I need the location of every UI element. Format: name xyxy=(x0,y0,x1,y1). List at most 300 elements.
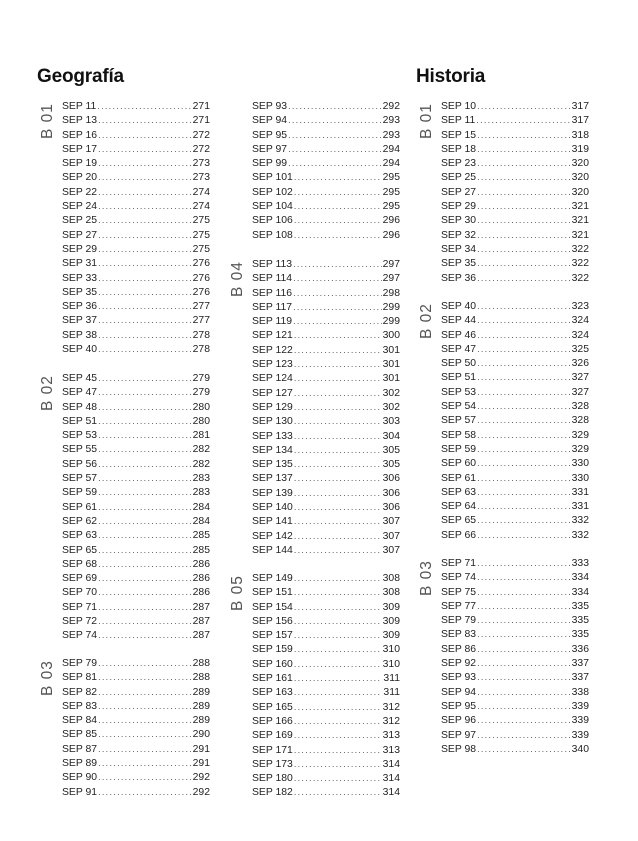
entry-label: SEP 94 xyxy=(252,115,288,127)
dot-leader xyxy=(477,170,571,184)
index-entry xyxy=(441,485,589,499)
dot-leader xyxy=(294,328,382,342)
dot-leader xyxy=(288,99,382,113)
entry-page-number: 340 xyxy=(571,743,589,755)
index-entry xyxy=(441,599,589,613)
index-entry xyxy=(441,742,589,756)
historia-block-b03 xyxy=(418,556,589,756)
dot-leader xyxy=(98,585,192,599)
entry-label: SEP 68 xyxy=(62,558,98,570)
dot-leader xyxy=(294,543,382,557)
entry-label: SEP 149 xyxy=(252,573,293,584)
entry-label: SEP 74 xyxy=(62,630,98,642)
index-entry xyxy=(62,685,210,699)
entry-label: SEP 22 xyxy=(62,186,98,198)
dot-leader xyxy=(477,242,571,256)
index-entry xyxy=(252,714,400,728)
dot-leader xyxy=(477,442,571,456)
entry-page-number: 317 xyxy=(571,115,589,127)
entry-page-number: 326 xyxy=(571,358,589,370)
entry-label: SEP 116 xyxy=(252,287,293,299)
dot-leader xyxy=(294,414,382,428)
entry-page-number: 285 xyxy=(192,544,210,556)
entry-page-number: 308 xyxy=(382,573,400,584)
entry-label: SEP 127 xyxy=(252,387,293,399)
entry-label: SEP 54 xyxy=(441,401,477,413)
dot-leader xyxy=(477,99,571,113)
index-entry xyxy=(252,199,400,213)
index-entry xyxy=(252,486,400,500)
dot-leader xyxy=(98,770,192,784)
entry-label: SEP 87 xyxy=(62,743,98,755)
entry-label: SEP 122 xyxy=(252,344,293,356)
index-entry xyxy=(252,743,400,757)
index-entry xyxy=(252,785,400,799)
dot-leader xyxy=(477,128,571,142)
dot-leader xyxy=(477,213,571,227)
entry-label: SEP 29 xyxy=(441,201,477,213)
entry-page-number: 283 xyxy=(192,473,210,485)
block-label-b02: B 02 xyxy=(39,375,56,411)
index-entry xyxy=(62,500,210,514)
dot-leader xyxy=(98,656,192,670)
entry-page-number: 329 xyxy=(571,443,589,455)
entry-label: SEP 30 xyxy=(441,215,477,227)
entry-list xyxy=(441,99,589,285)
entry-label: SEP 157 xyxy=(252,630,293,642)
entry-page-number: 318 xyxy=(571,129,589,141)
dot-leader xyxy=(98,156,192,170)
index-entry xyxy=(252,642,400,656)
entry-page-number: 279 xyxy=(192,373,210,384)
dot-leader xyxy=(98,699,192,713)
section-title-geografia: Geografía xyxy=(37,66,124,87)
index-entry xyxy=(441,156,589,170)
entry-label: SEP 57 xyxy=(62,473,98,485)
dot-leader xyxy=(98,614,192,628)
entry-label: SEP 47 xyxy=(441,343,477,355)
entry-label: SEP 135 xyxy=(252,459,293,471)
dot-leader xyxy=(98,742,192,756)
index-entry xyxy=(441,442,589,456)
index-entry xyxy=(252,257,400,271)
index-entry xyxy=(62,414,210,428)
entry-page-number: 294 xyxy=(382,158,400,170)
entry-list xyxy=(252,99,400,242)
entry-page-number: 320 xyxy=(571,158,589,170)
entry-label: SEP 166 xyxy=(252,715,293,727)
entry-page-number: 335 xyxy=(571,615,589,627)
index-entry xyxy=(62,185,210,199)
entry-label: SEP 104 xyxy=(252,201,293,213)
dot-leader xyxy=(477,456,571,470)
dot-leader xyxy=(477,499,571,513)
entry-label: SEP 53 xyxy=(441,386,477,398)
dot-leader xyxy=(98,199,192,213)
dot-leader xyxy=(98,685,192,699)
dot-leader xyxy=(294,728,382,742)
dot-leader xyxy=(294,600,382,614)
entry-label: SEP 119 xyxy=(252,316,293,328)
dot-leader xyxy=(98,528,192,542)
index-entry xyxy=(252,443,400,457)
index-entry xyxy=(441,456,589,470)
dot-leader xyxy=(98,328,192,342)
index-entry xyxy=(441,370,589,384)
entry-page-number: 271 xyxy=(192,101,210,112)
entry-page-number: 287 xyxy=(192,601,210,613)
dot-leader xyxy=(294,571,382,585)
block-label-b02: B 02 xyxy=(418,303,435,339)
index-entry xyxy=(62,713,210,727)
entry-page-number: 286 xyxy=(192,558,210,570)
index-entry xyxy=(441,699,589,713)
dot-leader xyxy=(98,485,192,499)
index-entry xyxy=(252,471,400,485)
entry-label: SEP 60 xyxy=(441,458,477,470)
entry-label: SEP 37 xyxy=(62,315,98,327)
dot-leader xyxy=(98,600,192,614)
entry-page-number: 275 xyxy=(192,229,210,241)
historia-block-b02 xyxy=(418,299,589,542)
entry-label: SEP 11 xyxy=(441,115,476,127)
index-entry xyxy=(441,670,589,684)
index-entry xyxy=(62,99,210,113)
entry-label: SEP 163 xyxy=(252,687,293,699)
entry-label: SEP 94 xyxy=(441,686,477,698)
entry-label: SEP 17 xyxy=(62,143,98,155)
entry-page-number: 335 xyxy=(571,600,589,612)
entry-label: SEP 65 xyxy=(62,544,98,556)
index-entry xyxy=(441,199,589,213)
entry-page-number: 311 xyxy=(383,673,400,685)
entry-page-number: 290 xyxy=(192,729,210,741)
entry-page-number: 314 xyxy=(382,758,400,770)
entry-label: SEP 15 xyxy=(441,129,477,141)
block-label-b01: B 01 xyxy=(39,103,56,139)
entry-label: SEP 165 xyxy=(252,701,293,713)
dot-leader xyxy=(288,128,382,142)
entry-label: SEP 97 xyxy=(441,729,477,741)
entry-label: SEP 85 xyxy=(62,729,98,741)
entry-page-number: 302 xyxy=(382,387,400,399)
entry-label: SEP 57 xyxy=(441,415,477,427)
index-entry xyxy=(441,356,589,370)
index-entry xyxy=(441,685,589,699)
index-entry xyxy=(62,614,210,628)
dot-leader xyxy=(477,570,571,584)
entry-page-number: 295 xyxy=(382,186,400,198)
index-entry xyxy=(62,442,210,456)
entry-page-number: 319 xyxy=(571,143,589,155)
dot-leader xyxy=(98,313,192,327)
entry-label: SEP 130 xyxy=(252,416,293,428)
index-entry xyxy=(441,299,589,313)
entry-label: SEP 35 xyxy=(62,286,98,298)
entry-page-number: 307 xyxy=(382,530,400,542)
section-title-historia: Historia xyxy=(416,66,486,87)
index-entry xyxy=(441,613,589,627)
entry-page-number: 311 xyxy=(383,687,400,699)
index-entry xyxy=(441,713,589,727)
index-entry xyxy=(62,256,210,270)
entry-label: SEP 18 xyxy=(441,143,477,155)
entry-page-number: 280 xyxy=(192,401,210,413)
index-entry xyxy=(252,757,400,771)
dot-leader xyxy=(477,256,571,270)
dot-leader xyxy=(98,371,192,385)
entry-page-number: 293 xyxy=(382,115,400,127)
block-label-b01: B 01 xyxy=(418,103,435,139)
entry-page-number: 310 xyxy=(382,658,400,670)
index-entry xyxy=(62,585,210,599)
entry-page-number: 320 xyxy=(571,186,589,198)
index-entry xyxy=(252,314,400,328)
dot-leader xyxy=(477,670,571,684)
index-entry xyxy=(62,313,210,327)
entry-page-number: 276 xyxy=(192,286,210,298)
entry-page-number: 292 xyxy=(192,772,210,784)
entry-page-number: 301 xyxy=(382,344,400,356)
dot-leader xyxy=(98,400,192,414)
index-entry xyxy=(441,170,589,184)
entry-label: SEP 65 xyxy=(441,515,477,527)
entry-label: SEP 83 xyxy=(62,700,98,712)
entry-page-number: 275 xyxy=(192,243,210,255)
dot-leader xyxy=(98,428,192,442)
dot-leader xyxy=(98,113,192,127)
entry-label: SEP 123 xyxy=(252,359,293,371)
entry-label: SEP 124 xyxy=(252,373,293,385)
entry-page-number: 278 xyxy=(192,344,210,356)
dot-leader xyxy=(294,642,382,656)
index-entry xyxy=(441,271,589,285)
index-entry xyxy=(252,99,400,113)
dot-leader xyxy=(477,699,571,713)
entry-label: SEP 141 xyxy=(252,516,293,528)
dot-leader xyxy=(477,428,571,442)
entry-label: SEP 171 xyxy=(252,744,293,756)
entry-page-number: 292 xyxy=(382,101,400,112)
index-entry xyxy=(441,128,589,142)
dot-leader xyxy=(98,170,192,184)
index-entry xyxy=(252,228,400,242)
dot-leader xyxy=(294,400,382,414)
geografia-block-b02 xyxy=(39,371,210,643)
entry-label: SEP 50 xyxy=(441,358,477,370)
index-entry xyxy=(62,271,210,285)
dot-leader xyxy=(98,242,192,256)
entry-label: SEP 144 xyxy=(252,544,293,556)
dot-leader xyxy=(98,543,192,557)
entry-page-number: 324 xyxy=(571,315,589,327)
dot-leader xyxy=(294,386,382,400)
index-entry xyxy=(252,657,400,671)
index-entry xyxy=(252,671,400,685)
geografia-block-b03-continued xyxy=(252,99,400,242)
entry-label: SEP 25 xyxy=(62,215,98,227)
entry-page-number: 291 xyxy=(192,758,210,770)
dot-leader xyxy=(294,500,382,514)
index-entry xyxy=(252,371,400,385)
entry-page-number: 299 xyxy=(382,316,400,328)
entry-label: SEP 63 xyxy=(441,486,477,498)
entry-label: SEP 64 xyxy=(441,501,477,513)
entry-page-number: 284 xyxy=(192,501,210,513)
entry-page-number: 297 xyxy=(382,259,400,270)
entry-label: SEP 51 xyxy=(441,372,477,384)
dot-leader xyxy=(98,727,192,741)
index-entry xyxy=(62,213,210,227)
entry-page-number: 321 xyxy=(571,229,589,241)
entry-page-number: 313 xyxy=(382,730,400,742)
dot-leader xyxy=(477,271,571,285)
entry-label: SEP 81 xyxy=(62,672,98,684)
dot-leader xyxy=(288,113,382,127)
entry-label: SEP 169 xyxy=(252,730,293,742)
entry-label: SEP 51 xyxy=(62,415,98,427)
entry-page-number: 301 xyxy=(382,359,400,371)
dot-leader xyxy=(477,528,571,542)
entry-page-number: 334 xyxy=(571,572,589,584)
entry-label: SEP 84 xyxy=(62,715,98,727)
dot-leader xyxy=(477,413,571,427)
index-entry xyxy=(62,299,210,313)
dot-leader xyxy=(477,642,571,656)
dot-leader xyxy=(98,213,192,227)
entry-label: SEP 159 xyxy=(252,644,293,656)
entry-label: SEP 99 xyxy=(252,158,288,170)
dot-leader xyxy=(294,714,382,728)
dot-leader xyxy=(477,485,571,499)
entry-label: SEP 160 xyxy=(252,658,293,670)
entry-page-number: 288 xyxy=(192,672,210,684)
index-entry xyxy=(62,628,210,642)
entry-page-number: 284 xyxy=(192,515,210,527)
dot-leader xyxy=(294,429,382,443)
entry-page-number: 292 xyxy=(192,786,210,798)
entry-label: SEP 121 xyxy=(252,330,293,342)
entry-list xyxy=(62,371,210,643)
dot-leader xyxy=(477,370,571,384)
entry-label: SEP 27 xyxy=(441,186,477,198)
index-entry xyxy=(441,242,589,256)
entry-label: SEP 59 xyxy=(441,443,477,455)
index-entry xyxy=(62,457,210,471)
entry-page-number: 280 xyxy=(192,415,210,427)
entry-page-number: 278 xyxy=(192,329,210,341)
entry-list xyxy=(62,99,210,356)
index-entry xyxy=(62,600,210,614)
entry-page-number: 289 xyxy=(192,700,210,712)
dot-leader xyxy=(294,585,382,599)
entry-page-number: 285 xyxy=(192,530,210,542)
index-entry xyxy=(62,656,210,670)
dot-leader xyxy=(477,185,571,199)
entry-page-number: 321 xyxy=(571,215,589,227)
entry-label: SEP 117 xyxy=(252,301,293,313)
index-entry xyxy=(252,700,400,714)
index-entry xyxy=(441,471,589,485)
index-entry xyxy=(62,543,210,557)
entry-label: SEP 91 xyxy=(62,786,98,798)
entry-page-number: 305 xyxy=(382,444,400,456)
index-entry xyxy=(441,328,589,342)
index-entry xyxy=(441,256,589,270)
entry-label: SEP 71 xyxy=(441,558,477,569)
index-entry xyxy=(441,185,589,199)
entry-page-number: 327 xyxy=(571,372,589,384)
entry-page-number: 309 xyxy=(382,630,400,642)
block-label-b03: B 03 xyxy=(418,560,435,596)
geografia-block-b04 xyxy=(229,257,400,557)
index-entry xyxy=(252,142,400,156)
entry-list xyxy=(252,571,400,800)
index-entry xyxy=(252,628,400,642)
dot-leader xyxy=(477,742,571,756)
index-entry xyxy=(62,699,210,713)
entry-list xyxy=(441,556,589,756)
dot-leader xyxy=(98,256,192,270)
dot-leader xyxy=(294,486,382,500)
entry-label: SEP 53 xyxy=(62,430,98,442)
dot-leader xyxy=(294,628,382,642)
index-entry xyxy=(252,213,400,227)
entry-page-number: 297 xyxy=(382,273,400,285)
entry-page-number: 332 xyxy=(571,515,589,527)
dot-leader xyxy=(294,671,383,685)
entry-page-number: 330 xyxy=(571,458,589,470)
index-entry xyxy=(252,514,400,528)
entry-page-number: 314 xyxy=(382,773,400,785)
dot-leader xyxy=(477,356,571,370)
index-entry xyxy=(441,342,589,356)
entry-label: SEP 97 xyxy=(252,143,288,155)
block-label-b03: B 03 xyxy=(39,660,56,696)
index-entry xyxy=(62,285,210,299)
dot-leader xyxy=(98,670,192,684)
dot-leader xyxy=(98,713,192,727)
entry-page-number: 322 xyxy=(571,258,589,270)
index-entry xyxy=(62,756,210,770)
entry-page-number: 293 xyxy=(382,129,400,141)
index-entry xyxy=(441,656,589,670)
index-entry xyxy=(252,271,400,285)
dot-leader xyxy=(477,471,571,485)
entry-page-number: 295 xyxy=(382,201,400,213)
index-entry xyxy=(62,328,210,342)
entry-label: SEP 62 xyxy=(62,515,98,527)
index-entry xyxy=(252,386,400,400)
entry-label: SEP 86 xyxy=(441,643,477,655)
entry-label: SEP 70 xyxy=(62,587,98,599)
entry-page-number: 274 xyxy=(192,186,210,198)
entry-page-number: 323 xyxy=(571,301,589,312)
entry-label: SEP 25 xyxy=(441,172,477,184)
entry-page-number: 322 xyxy=(571,243,589,255)
entry-label: SEP 47 xyxy=(62,387,98,399)
dot-leader xyxy=(294,685,383,699)
index-entry xyxy=(62,199,210,213)
entry-label: SEP 98 xyxy=(441,743,477,755)
entry-label: SEP 38 xyxy=(62,329,98,341)
entry-page-number: 289 xyxy=(192,686,210,698)
dot-leader xyxy=(98,271,192,285)
entry-label: SEP 69 xyxy=(62,573,98,585)
dot-leader xyxy=(98,457,192,471)
entry-label: SEP 36 xyxy=(62,301,98,313)
index-entry xyxy=(62,742,210,756)
